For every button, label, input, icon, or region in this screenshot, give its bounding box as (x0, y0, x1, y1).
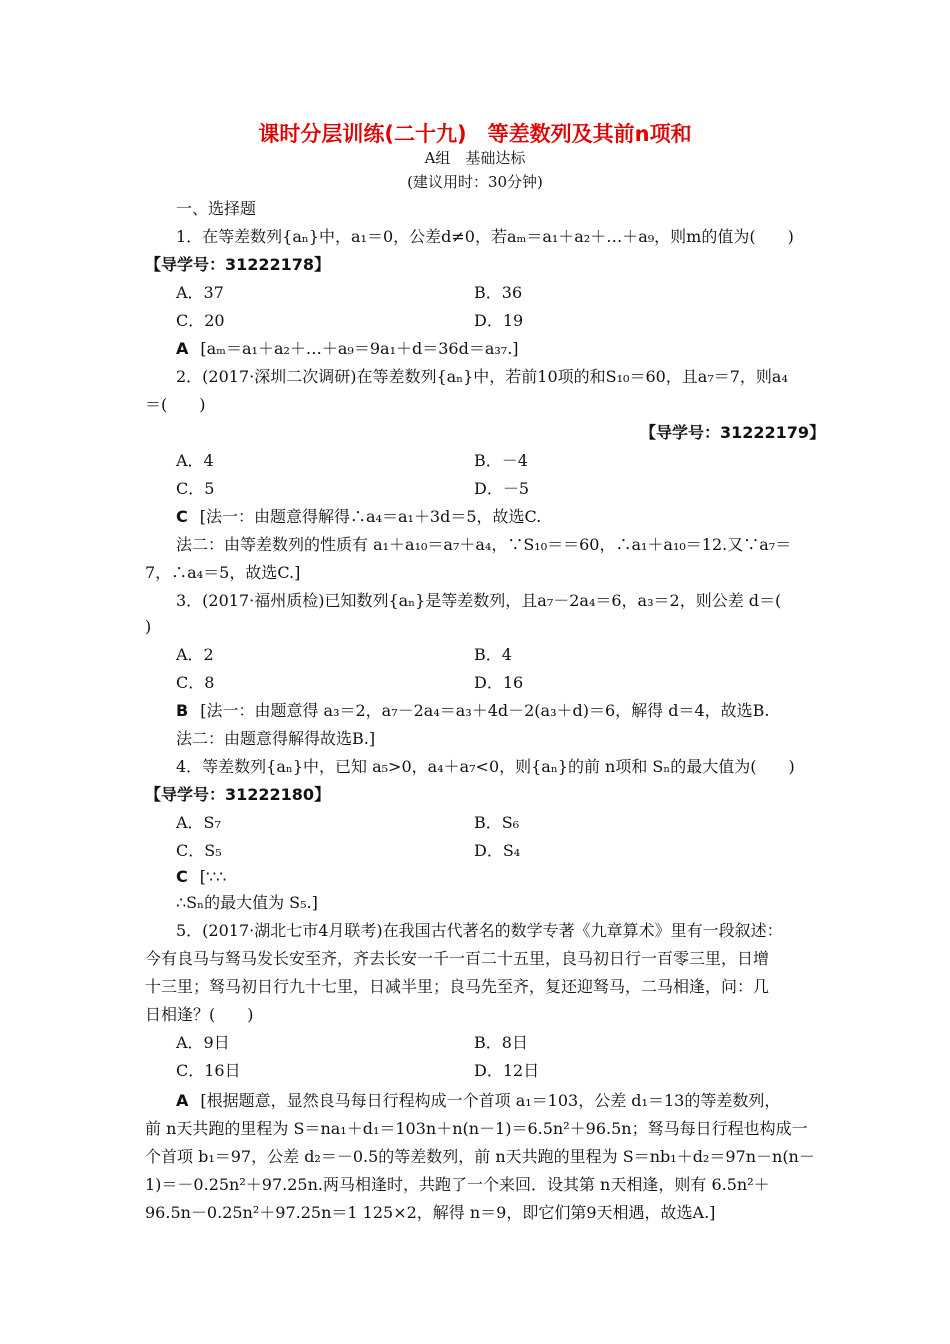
q5-stem-line3: 十三里；驽马初日行九十七里，日减半里；良马先至齐，复还迎驽马，二马相逢，问：几 (145, 977, 770, 996)
section-heading: 一、选择题 (176, 199, 257, 218)
q2-solution-line3: 7，∴a₄＝5，故选C.] (145, 563, 301, 582)
q4-ref: 【导学号：31222180】 (145, 785, 331, 804)
q1-solution (176, 338, 519, 360)
q5-stem-line4: 日相逢？( ) (145, 1005, 254, 1024)
q1-solution-text: [aₘ＝a₁＋a₂＋…＋a₉＝9a₁＋d＝36d＝a₃₇.] (200, 339, 519, 358)
q5-solution (176, 1090, 780, 1112)
q4-stem: 4．等差数列{aₙ}中，已知 a₅>0，a₄＋a₇<0，则{aₙ}的前 n项和 Sₙ的最大值为( ) (176, 757, 795, 776)
q2-ref: 【导学号：31222179】 (640, 423, 826, 442)
q2-option-d: D．－5 (474, 479, 530, 498)
suggested-time: (建议用时：30分钟) (407, 173, 543, 191)
q5-stem-line2: 今有良马与驽马发长安至齐，齐去长安一千一百二十五里，良马初日行一百零三里，日增 (145, 949, 770, 968)
q5-stem-line1: 5．(2017·湖北七市4月联考)在我国古代著名的数学专著《九章算术》里有一段叙述： (176, 921, 783, 940)
q5-answer: A (176, 1091, 189, 1110)
q2-stem-line2: ＝( ) (145, 395, 206, 414)
q5-option-d: D．12日 (474, 1061, 540, 1080)
q1-answer: A (176, 339, 189, 358)
q5-solution-line2: 前 n天共跑的里程为 S＝na₁＋d₁＝103n＋n(n－1)＝6.5n²＋96.5n；驽马每日行程也构成一 (145, 1119, 808, 1138)
q3-option-c: C．8 (176, 673, 215, 692)
q4-option-d: D．S₄ (474, 841, 521, 860)
q5-option-a: A．9日 (176, 1033, 230, 1052)
q1-option-c: C．20 (176, 311, 225, 330)
q2-solution (176, 506, 541, 528)
q1-option-b: B．36 (474, 283, 523, 302)
q4-solution-line1: [∵∴ (199, 867, 227, 886)
q3-option-d: D．16 (474, 673, 524, 692)
q1-option-a: A．37 (176, 283, 224, 302)
q4-solution (176, 866, 226, 888)
q2-solution-line1: [法一：由题意得解得∴a₄＝a₁＋3d＝5，故选C. (199, 507, 542, 526)
q5-solution-line5: 96.5n－0.25n²＋97.25n＝1 125×2，解得 n＝9，即它们第9天相遇，故选A.] (145, 1203, 716, 1222)
group-label: A组 基础达标 (424, 149, 526, 167)
q5-solution-line3: 个首项 b₁＝97，公差 d₂＝－0.5的等差数列，前 n天共跑的里程为 S＝nb₁＋d₂＝97n－n(n－ (145, 1147, 815, 1166)
q2-option-a: A．4 (176, 451, 214, 470)
q5-solution-line1: [根据题意，显然良马每日行程构成一个首项 a₁＝103，公差 d₁＝13的等差数列， (200, 1091, 781, 1110)
q2-option-c: C．5 (176, 479, 215, 498)
q4-solution-line2: ∴Sₙ的最大值为 S₅.] (176, 893, 318, 912)
q2-option-b: B．－4 (474, 451, 528, 470)
q5-option-c: C．16日 (176, 1061, 241, 1080)
q4-answer: C (176, 867, 188, 886)
q1-option-d: D．19 (474, 311, 524, 330)
q3-solution-line2: 法二：由题意得解得故选B.] (176, 729, 376, 748)
q4-option-b: B．S₆ (474, 813, 520, 832)
q3-solution-line1: [法一：由题意得 a₃＝2，a₇－2a₄＝a₃＋4d－2(a₃＋d)＝6，解得 d＝4，故选B. (200, 701, 770, 720)
q3-answer: B (176, 701, 189, 720)
q2-stem-line1: 2．(2017·深圳二次调研)在等差数列{aₙ}中，若前10项的和S₁₀＝60，且a₇＝7，则a₄ (176, 367, 788, 386)
q2-solution-line2: 法二：由等差数列的性质有 a₁＋a₁₀＝a₇＋a₄，∵S₁₀＝＝60，∴a₁＋a₁₀＝12.又∵a₇＝ (176, 535, 792, 554)
q3-option-b: B．4 (474, 645, 512, 664)
q4-option-c: C．S₅ (176, 841, 222, 860)
q2-answer: C (176, 507, 188, 526)
q1-stem: 1．在等差数列{aₙ}中，a₁＝0，公差d≠0，若aₘ＝a₁＋a₂＋…＋a₉，则m的值为( ) (176, 227, 794, 246)
q5-option-b: B．8日 (474, 1033, 528, 1052)
page-title: 课时分层训练(二十九) 等差数列及其前n项和 (258, 122, 692, 146)
q5-solution-line4: 1)＝－0.25n²＋97.25n.两马相逢时，共跑了一个来回．设其第 n天相逢，则有 6.5n²＋ (145, 1175, 770, 1194)
q3-option-a: A．2 (176, 645, 214, 664)
q3-solution (176, 700, 770, 722)
q3-stem-line2: ) (145, 617, 152, 636)
q1-ref: 【导学号：31222178】 (145, 255, 331, 274)
q4-option-a: A．S₇ (176, 813, 221, 832)
q3-stem-line1: 3．(2017·福州质检)已知数列{aₙ}是等差数列，且a₇－2a₄＝6，a₃＝2，则公差 d＝( (176, 591, 782, 610)
